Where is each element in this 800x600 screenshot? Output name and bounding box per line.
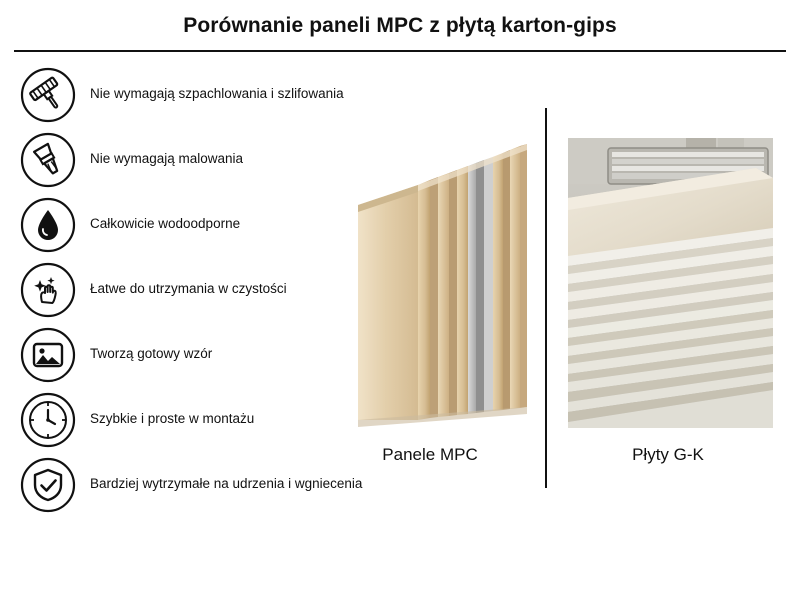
gypsum-boards-photo (568, 138, 773, 428)
water-drop-icon (18, 195, 78, 255)
paint-brush-icon (18, 130, 78, 190)
comparison-visuals (330, 100, 790, 500)
feature-label: Szybkie i proste w montażu (90, 411, 255, 427)
mpc-panels-photo (330, 100, 540, 430)
shield-check-icon (18, 455, 78, 515)
feature-label: Nie wymagają malowania (90, 151, 244, 167)
spackle-tool-icon (18, 65, 78, 125)
feature-label: Nie wymagają szpachlowania i szlifowania (90, 86, 344, 102)
picture-frame-icon (18, 325, 78, 385)
caption-left: Panele MPC (382, 445, 478, 464)
feature-label: Tworzą gotowy wzór (90, 346, 213, 362)
cleaning-hand-icon (18, 260, 78, 320)
feature-label: Łatwe do utrzymania w czystości (90, 281, 287, 297)
feature-label: Całkowicie wodoodporne (90, 216, 241, 232)
title-divider (14, 50, 786, 52)
page-title: Porównanie paneli MPC z płytą karton-gips (183, 14, 617, 37)
feature-label: Bardziej wytrzymałe na udrzenia i wgniecenia (90, 476, 363, 492)
clock-icon (18, 390, 78, 450)
caption-right: Płyty G-K (632, 445, 704, 464)
